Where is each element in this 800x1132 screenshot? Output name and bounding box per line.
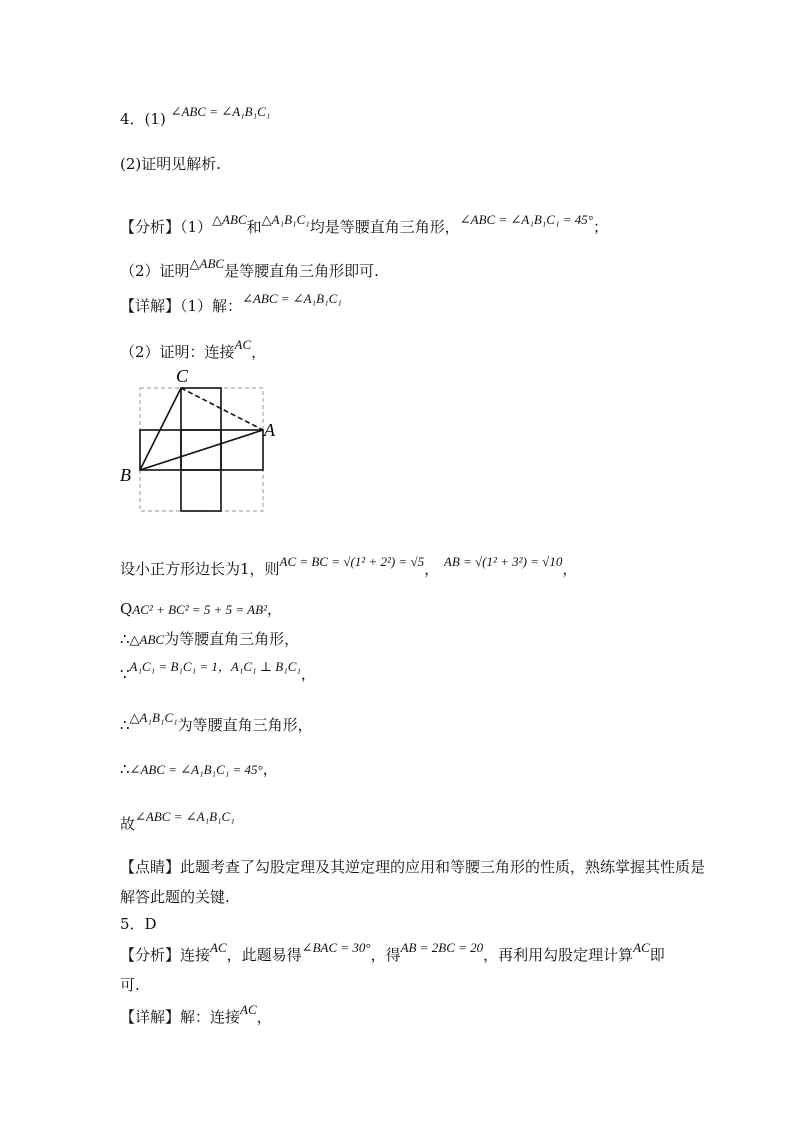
detail-math: AC bbox=[240, 1002, 257, 1017]
step-text: ∴ bbox=[120, 716, 130, 734]
step-text: 设小正方形边长为1，则 bbox=[120, 560, 280, 578]
detail-tag: 【详解】 bbox=[120, 1008, 181, 1026]
q4-answer-line bbox=[120, 104, 271, 129]
q4-analysis-line bbox=[120, 212, 608, 237]
analysis-text: 和 bbox=[246, 218, 262, 236]
step-text: ∴ bbox=[120, 760, 130, 778]
step-math: ∠ABC = ∠A₁B₁C₁ bbox=[135, 809, 235, 824]
detail-text: ， bbox=[256, 1008, 272, 1026]
analysis-text: （2）证明 bbox=[120, 262, 190, 280]
detail-text: 解：连接 bbox=[180, 1008, 241, 1026]
analysis-math: ∠BAC = 30° bbox=[301, 940, 371, 955]
detail-text: （2）证明：连接 bbox=[120, 343, 235, 361]
q5-detail-line bbox=[120, 1002, 272, 1027]
analysis-text: （1） bbox=[180, 218, 213, 236]
comment-tag: 【点睛】 bbox=[120, 858, 181, 876]
comment-text: 此题考查了勾股定理及其逆定理的应用和等腰三角形的性质，熟练掌握其性质是 bbox=[180, 858, 706, 876]
analysis-math: AC bbox=[633, 940, 650, 955]
analysis-text: ； bbox=[592, 218, 608, 236]
q4-number: 4．(1) bbox=[120, 110, 166, 128]
q4-answer-math: ∠ABC = ∠A₁B₁C₁ bbox=[170, 104, 271, 119]
step-text: ， bbox=[262, 760, 278, 778]
grid-figure bbox=[118, 366, 275, 516]
detail-math: AC bbox=[234, 337, 252, 352]
step-text: ， bbox=[424, 560, 440, 578]
detail-text: （1）解： bbox=[180, 297, 243, 315]
step-text: 为等腰直角三角形， bbox=[177, 716, 313, 734]
step-text: 为等腰直角三角形， bbox=[164, 630, 300, 648]
step-text: ∴ bbox=[120, 630, 130, 648]
step-2 bbox=[120, 600, 282, 619]
q4-analysis-line-2 bbox=[120, 256, 379, 281]
q4-detail-line-2 bbox=[120, 337, 267, 362]
step-7 bbox=[120, 809, 235, 834]
triangle bbox=[140, 388, 263, 470]
step-math: △A₁B₁C₁ bbox=[129, 710, 178, 725]
label-C: C bbox=[176, 366, 189, 386]
step-6 bbox=[120, 760, 278, 779]
detail-text: ， bbox=[251, 343, 267, 361]
detail-math: ∠ABC = ∠A₁B₁C₁ bbox=[242, 291, 342, 306]
step-text: Q bbox=[120, 600, 133, 618]
comment-line-1 bbox=[120, 858, 705, 876]
step-4 bbox=[120, 659, 316, 684]
step-3 bbox=[120, 630, 299, 649]
analysis-tag: 【分析】 bbox=[120, 946, 181, 964]
label-B: B bbox=[120, 465, 131, 485]
step-text: ， bbox=[562, 560, 578, 578]
analysis-tag: 【分析】 bbox=[120, 218, 181, 236]
step-1 bbox=[120, 554, 578, 579]
analysis-text: 连接 bbox=[180, 946, 211, 964]
detail-tag: 【详解】 bbox=[120, 297, 181, 315]
step-text: ， bbox=[300, 665, 316, 683]
step-math: △ABC bbox=[129, 632, 165, 647]
step-math: AB = √(1² + 3²) = √10 bbox=[443, 554, 563, 569]
analysis-text: ，再利用勾股定理计算 bbox=[483, 946, 634, 964]
analysis-math: ∠ABC = ∠A₁B₁C₁ = 45° bbox=[459, 212, 593, 227]
analysis-text: ，此题易得 bbox=[226, 946, 302, 964]
analysis-math: △ABC bbox=[189, 256, 225, 271]
q5-number: 5．D bbox=[120, 915, 157, 933]
analysis-math: AB = 2BC = 20 bbox=[400, 940, 484, 955]
analysis-math: △A₁B₁C₁ bbox=[261, 212, 310, 227]
analysis-text: 是等腰直角三角形即可. bbox=[224, 262, 379, 280]
step-text: 故 bbox=[120, 815, 136, 833]
analysis-text: 均是等腰直角三角形， bbox=[309, 218, 460, 236]
q4-answer-2: (2)证明见解析. bbox=[120, 155, 222, 173]
step-5 bbox=[120, 710, 313, 735]
comment-line-2: 解答此题的关键. bbox=[120, 888, 230, 906]
step-math: A₁C₁ = B₁C₁ = 1，A₁C₁ ⊥ B₁C₁ bbox=[129, 659, 301, 674]
analysis-text: ，得 bbox=[370, 946, 401, 964]
step-text: ∵ bbox=[120, 665, 130, 683]
step-math: AC = BC = √(1² + 2²) = √5 bbox=[279, 554, 425, 569]
analysis-text: 即 bbox=[649, 946, 665, 964]
step-math: AC² + BC² = 5 + 5 = AB² bbox=[132, 602, 267, 617]
q5-analysis-line-2: 可. bbox=[120, 976, 140, 994]
analysis-math: AC bbox=[210, 940, 227, 955]
step-math: ∠ABC = ∠A₁B₁C₁ = 45° bbox=[129, 762, 263, 777]
analysis-math: △ABC bbox=[212, 212, 247, 227]
label-A: A bbox=[264, 420, 275, 440]
q4-detail-line-1 bbox=[120, 291, 342, 316]
q5-analysis-line-1 bbox=[120, 940, 665, 965]
step-text: ， bbox=[266, 600, 282, 618]
